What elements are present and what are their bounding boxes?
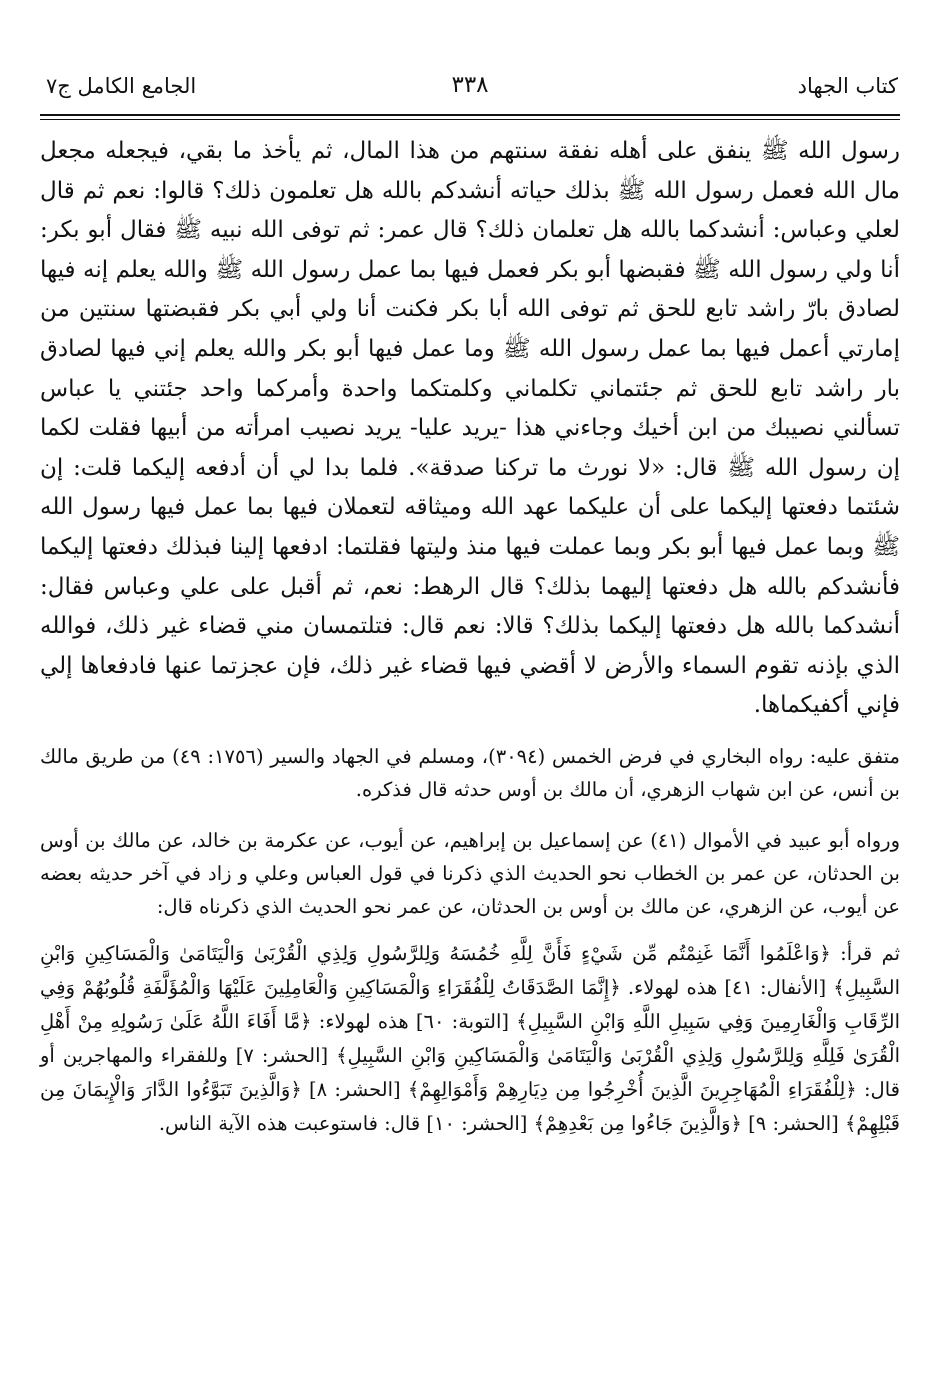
hadith-paragraph: رسول الله ﷺ ينفق على أهله نفقة سنتهم من هذا المال، ثم يأخذ ما بقي، فيجعله مجعل مال الله فعمل رسول الله ﷺ بذلك حياته أنشدكم بالله هل تعلمون ذلك؟ قالوا: نعم ثم قال لعلي وعباس: أنشدكما بالله هل تعلمان ذلك؟ قال عمر: ثم توفى الله نبيه ﷺ فقال أبو بكر: أنا ولي رسول الله ﷺ فقبضها أبو بكر فعمل فيها بما عمل رسول الله ﷺ والله يعلم إنه فيها لصادق بارّ راشد تابع للحق ثم توفى الله أبا بكر فكنت أنا ولي أبي بكر فقبضتها سنتين من إمارتي أعمل فيها بما عمل رسول الله ﷺ وما عمل فيها أبو بكر والله يعلم إني فيها لصادق بار راشد تابع للحق ثم جئتماني تكلماني وكلمتكما واحدة وأمركما واحد جئتني يا عباس تسألني نصيبك من ابن أخيك وجاءني هذا -يريد عليا- يريد نصيب امرأته من أبيها فقلت لكما إن رسول الله ﷺ قال: «لا نورث ما تركنا صدقة». فلما بدا لي أن أدفعه إليكما قلت: إن شئتما دفعتها إليكما على أن عليكما عهد الله وميثاقه لتعملان فيها بما عمل فيها رسول الله ﷺ وبما عمل فيها أبو بكر وبما عملت فيها منذ وليتها فقلتما: ادفعها إلينا فبذلك دفعتها إليكما فأنشدكم بالله هل دفعتها إليهما بذلك؟ قال الرهط: نعم، ثم أقبل على علي وعباس فقال: أنشدكما بالله هل دفعتها إليكما بذلك؟ قالا: نعم قال: فتلتمسان مني قضاء غير ذلك، فوالله الذي بإذنه تقوم السماء والأرض لا أقضي فيها قضاء غير ذلك، فإن عجزتما عنها فادفعاها إلي فإني أكفيكماها. [40,138,900,719]
quran-passage [40,937,900,1141]
running-head-title: الجامع الكامل ج٧ [46,74,197,98]
note-paragraph-1: متفق عليه: رواه البخاري في فرض الخمس (٣٠٩٤)، ومسلم في الجهاد والسير (١٧٥٦: ٤٩) من طريق مالك بن أنس، عن ابن شهاب الزهري، أن مالك بن أوس حدثه قال فذكره. [40,744,900,801]
page-header [40,60,900,112]
takhrij-notes [40,740,900,923]
note-paragraph-2: ورواه أبو عبيد في الأموال (٤١) عن إسماعيل بن إبراهيم، عن أيوب، عن عكرمة بن خالد، عن مالك بن أوس بن الحدثان، عن عمر بن الخطاب نحو الحديث الذي ذكرنا في قول العباس وعلي و زاد في آخر حديثه بعضه عن أيوب، عن الزهري، عن مالك بن أوس بن الحدثان، عن عمر نحو الحديث الذي ذكرناه قال: [40,828,900,918]
running-head-section: كتاب الجهاد [797,74,898,98]
header-rule [40,114,900,120]
quran-paragraph: ثم قرأ: ﴿وَاعْلَمُوا أَنَّمَا غَنِمْتُم مِّن شَيْءٍ فَأَنَّ لِلَّهِ خُمُسَهُ وَلِلرَّسُولِ وَلِذِي الْقُرْبَىٰ وَالْيَتَامَىٰ وَالْمَسَاكِينِ وَابْنِ السَّبِيلِ﴾ [الأنفال: ٤١] هذه لهولاء. ﴿إِنَّمَا الصَّدَقَاتُ لِلْفُقَرَاءِ وَالْمَسَاكِينِ وَالْعَامِلِينَ عَلَيْهَا وَالْمُؤَلَّفَةِ قُلُوبُهُمْ وَفِي الرِّقَابِ وَالْغَارِمِينَ وَفِي سَبِيلِ اللَّهِ وَابْنِ السَّبِيلِ﴾ [التوبة: ٦٠] هذه لهولاء: ﴿مَّا أَفَاءَ اللَّهُ عَلَىٰ رَسُولِهِ مِنْ أَهْلِ الْقُرَىٰ فَلِلَّهِ وَلِلرَّسُولِ وَلِذِي الْقُرْبَىٰ وَالْيَتَامَىٰ وَالْمَسَاكِينِ وَابْنِ السَّبِيلِ﴾ [الحشر: ٧] وللفقراء والمهاجرين أو قال: ﴿لِلْفُقَرَاءِ الْمُهَاجِرِينَ الَّذِينَ أُخْرِجُوا مِن دِيَارِهِمْ وَأَمْوَالِهِمْ﴾ [الحشر: ٨] ﴿وَالَّذِينَ تَبَوَّءُوا الدَّارَ وَالْإِيمَانَ مِن قَبْلِهِمْ﴾ [الحشر: ٩] ﴿وَالَّذِينَ جَاءُوا مِن بَعْدِهِمْ﴾ [الحشر: ١٠] قال: فاستوعبت هذه الآية الناس. [40,941,901,1135]
page-number: ٣٣٨ [451,72,489,98]
book-page [40,60,900,1141]
main-text [40,132,900,726]
